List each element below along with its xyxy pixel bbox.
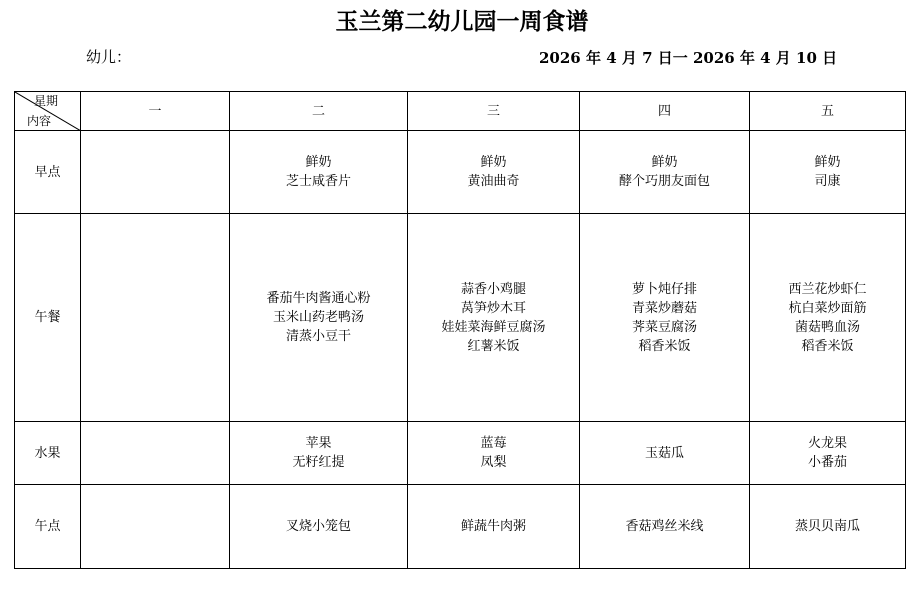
menu-item: 凤梨 (480, 455, 507, 470)
row-fruit (15, 422, 906, 485)
menu-cell (580, 214, 750, 422)
menu-cell (230, 131, 408, 214)
row-label: 午点 (15, 485, 81, 569)
menu-item: 酵个巧朋友面包 (618, 174, 710, 189)
corner-header-cell (15, 92, 81, 131)
menu-item: 萝卜炖仔排 (631, 281, 697, 297)
menu-item: 火龙果 (807, 436, 847, 451)
row-lunch (15, 214, 906, 422)
menu-item: 鲜蔬牛肉粥 (460, 519, 526, 534)
menu-cell (408, 422, 580, 485)
menu-cell (81, 214, 230, 422)
row-label: 早点 (15, 131, 81, 214)
menu-item: 鲜奶 (480, 155, 507, 170)
menu-cell (750, 131, 906, 214)
menu-item: 黄油曲奇 (467, 174, 520, 189)
menu-item: 鲜奶 (814, 155, 841, 170)
corner-weekday-label: 星期 (33, 94, 58, 108)
menu-item: 青菜炒蘑菇 (631, 300, 697, 316)
menu-cell (408, 485, 580, 569)
menu-item: 小番茄 (807, 455, 847, 470)
menu-cell (230, 214, 408, 422)
weekly-menu-table (14, 91, 906, 569)
menu-cell (81, 422, 230, 485)
menu-item: 稻香米饭 (638, 338, 691, 354)
menu-item: 玉菇瓜 (644, 445, 684, 461)
menu-item: 苹果 (305, 436, 332, 451)
header-row (15, 92, 906, 131)
page-title: 玉兰第二幼儿园一周食谱 (335, 8, 589, 35)
menu-item: 蒜香小鸡腿 (460, 281, 526, 297)
menu-cell (750, 485, 906, 569)
menu-cell (230, 485, 408, 569)
menu-item: 叉烧小笼包 (285, 519, 351, 534)
menu-item: 蒸贝贝南瓜 (794, 519, 860, 534)
menu-item: 无籽红提 (292, 455, 345, 470)
day-header-5: 五 (750, 92, 906, 131)
menu-item: 莴笋炒木耳 (460, 300, 526, 316)
menu-cell (580, 422, 750, 485)
menu-item: 香菇鸡丝米线 (625, 519, 704, 534)
menu-item: 菌菇鸭血汤 (794, 319, 860, 335)
menu-cell (750, 422, 906, 485)
child-name-label: 幼儿： (86, 48, 132, 66)
menu-item: 鲜奶 (651, 155, 678, 170)
day-header-1: 一 (81, 92, 230, 131)
row-label: 水果 (15, 422, 81, 485)
menu-item: 娃娃菜海鲜豆腐汤 (441, 319, 546, 335)
date-range: 2026 年 4 月 7 日一 2026 年 4 月 10 日 (539, 49, 838, 67)
menu-item: 芝士咸香片 (285, 174, 351, 189)
menu-item: 蓝莓 (480, 436, 507, 451)
menu-item: 杭白菜炒面筋 (788, 300, 867, 316)
menu-cell (408, 131, 580, 214)
day-header-4: 四 (580, 92, 750, 131)
menu-cell (580, 131, 750, 214)
menu-item: 番茄牛肉酱通心粉 (266, 291, 371, 306)
menu-item: 荠菜豆腐汤 (631, 319, 697, 335)
menu-item: 清蒸小豆干 (285, 329, 351, 344)
menu-item: 红薯米饭 (467, 338, 520, 354)
menu-item: 玉米山药老鸭汤 (272, 310, 364, 325)
row-label: 午餐 (15, 214, 81, 422)
menu-item: 稻香米饭 (801, 338, 854, 354)
menu-cell (750, 214, 906, 422)
menu-cell (81, 485, 230, 569)
menu-item: 鲜奶 (305, 155, 332, 170)
corner-content-label: 内容 (27, 114, 52, 128)
row-breakfast-snack (15, 131, 906, 214)
menu-cell (81, 131, 230, 214)
menu-cell (580, 485, 750, 569)
day-header-3: 三 (408, 92, 580, 131)
menu-item: 司康 (814, 174, 841, 189)
menu-cell (408, 214, 580, 422)
menu-item: 西兰花炒虾仁 (788, 281, 867, 297)
row-afternoon-snack (15, 485, 906, 569)
day-header-2: 二 (230, 92, 408, 131)
menu-cell (230, 422, 408, 485)
